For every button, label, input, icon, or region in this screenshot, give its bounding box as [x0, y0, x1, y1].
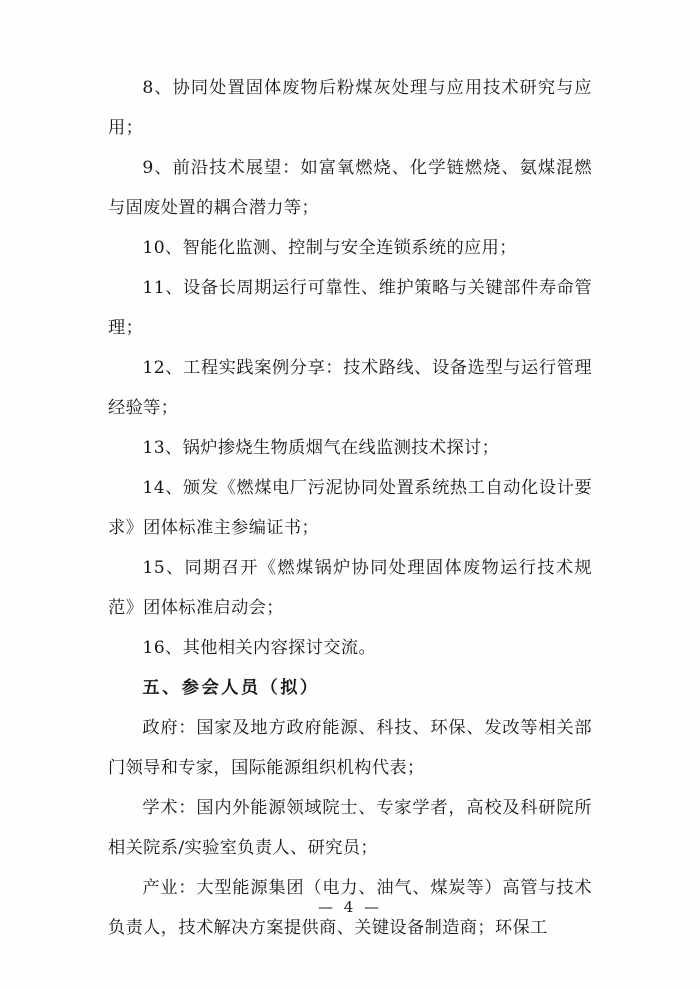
paragraph: 14、颁发《燃煤电厂污泥协同处置系统热工自动化设计要求》团体标准主参编证书； — [108, 478, 592, 538]
paragraph: 13、锅炉掺烧生物质烟气在线监测技术探讨； — [142, 438, 500, 458]
paragraph: 产业：大型能源集团（电力、油气、煤炭等）高管与技术负责人，技术解决方案提供商、关键设备制造商；环保工 — [108, 878, 592, 938]
paragraph: 16、其他相关内容探讨交流。 — [142, 638, 377, 658]
paragraph: 12、工程实践案例分享：技术路线、设备选型与运行管理经验等； — [108, 358, 592, 418]
paragraph: 15、同期召开《燃煤锅炉协同处理固体废物运行技术规范》团体标准启动会； — [108, 558, 592, 618]
page-number: — 4 — — [317, 898, 383, 916]
paragraph: 政府：国家及地方政府能源、科技、环保、发改等相关部门领导和专家，国际能源组织机构代表； — [108, 718, 592, 778]
paragraph: 9、前沿技术展望：如富氧燃烧、化学链燃烧、氨煤混燃与固废处置的耦合潜力等； — [108, 158, 592, 218]
paragraph: 10、智能化监测、控制与安全连锁系统的应用； — [142, 238, 517, 258]
document-body — [108, 68, 592, 948]
paragraph: 8、协同处置固体废物后粉煤灰处理与应用技术研究与应用； — [108, 78, 592, 138]
section-heading: 五、参会人员（拟） — [142, 678, 320, 698]
paragraph: 学术：国内外能源领域院士、专家学者，高校及科研院所相关院系/实验室负责人、研究员； — [108, 798, 592, 858]
paragraph: 11、设备长周期运行可靠性、维护策略与关键部件寿命管理； — [108, 278, 592, 338]
